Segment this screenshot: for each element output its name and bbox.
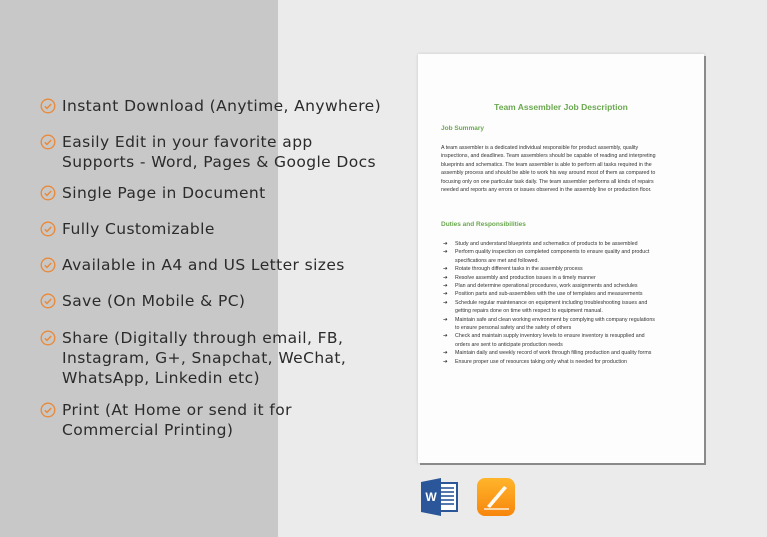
arrow-right-icon: ➔ [443, 283, 448, 290]
feature-item [40, 255, 345, 275]
feature-item [40, 183, 266, 203]
duty-item: ➔ Study and understand blueprints and schematics of products to be assembled [443, 241, 638, 247]
job-summary-heading: Job Summary [441, 125, 484, 132]
arrow-right-icon: ➔ [443, 266, 448, 273]
document-preview [418, 54, 704, 463]
app-icons [419, 478, 515, 516]
feature-item [40, 219, 215, 239]
feature-item [40, 291, 245, 311]
arrow-right-icon: ➔ [443, 358, 448, 365]
job-summary-paragraph: A team assembler is a dedicated individual responsible for product assembly, quality inspections, and deadlines. Team assemblers should be capable of reading and interpreting blueprints and schematics. The team assembler is able to perform all tasks required in the assembly process and should be able to work his way around most of them as compared to focusing only on one particular task daily. The team assembler performs all kinds of repairs needed and reports any errors or issues observed in the assembly line or production floor. [441, 145, 656, 194]
duty-item: ➔ Rotate through different tasks in the assembly process [443, 266, 583, 273]
duty-item: ➔ Schedule regular maintenance on equipment including troubleshooting issues and getting repairs done on time with respect to equipment manual. [443, 299, 648, 315]
duties-list [441, 240, 691, 366]
feature-text: Print (At Home or send it for Commercial Printing) [62, 401, 292, 439]
check-circle-icon [40, 134, 56, 150]
arrow-right-icon: ➔ [443, 291, 448, 298]
check-circle-icon [40, 330, 56, 346]
arrow-right-icon: ➔ [443, 241, 448, 247]
arrow-right-icon: ➔ [443, 299, 448, 306]
duty-item: ➔ Resolve assembly and production issues in a timely manner [443, 274, 596, 281]
feature-text: Single Page in Document [62, 184, 266, 202]
microsoft-word-icon [419, 478, 459, 516]
svg-text:W: W [425, 490, 437, 504]
document-title: Team Assembler Job Description [494, 102, 628, 112]
check-circle-icon [40, 293, 56, 309]
check-circle-icon [40, 185, 56, 201]
arrow-right-icon: ➔ [443, 350, 448, 357]
check-circle-icon [40, 402, 56, 418]
feature-text: Fully Customizable [62, 220, 215, 238]
arrow-right-icon: ➔ [443, 249, 448, 256]
duty-item: ➔ Plan and determine operational procedures, work assignments and schedules [443, 283, 638, 290]
feature-item [40, 400, 292, 440]
feature-text: Share (Digitally through email, FB, Instagram, G+, Snapchat, WeChat, WhatsApp, Linkedin etc) [62, 329, 347, 387]
feature-text: Instant Download (Anytime, Anywhere) [62, 97, 382, 115]
arrow-right-icon: ➔ [443, 316, 448, 323]
check-circle-icon [40, 221, 56, 237]
duty-item: ➔ Ensure proper use of resources taking only what is needed for production [443, 358, 627, 365]
arrow-right-icon: ➔ [443, 274, 448, 281]
duty-item: ➔ Perform quality inspection on completed components to ensure quality and product specifications are met and followed. [443, 249, 650, 264]
duty-item: ➔ Maintain daily and weekly record of work through filling production and quality forms [443, 350, 652, 357]
check-circle-icon [40, 257, 56, 273]
duties-heading: Duties and Responsibilities [441, 221, 526, 228]
duty-item: ➔ Check and maintain supply inventory levels to ensure inventory is resupplied and orders are sent to anticipate production needs [443, 333, 645, 348]
duty-item: ➔ Maintain safe and clean working environment by complying with company regulations to ensure personal safety and the safety of others [443, 316, 655, 332]
feature-text: Available in A4 and US Letter sizes [62, 256, 345, 274]
apple-pages-icon [477, 478, 515, 516]
feature-item [40, 96, 381, 116]
feature-item [40, 132, 376, 172]
feature-text: Save (On Mobile & PC) [62, 292, 246, 310]
feature-item [40, 328, 346, 388]
check-circle-icon [40, 98, 56, 114]
feature-text: Easily Edit in your favorite app Supports - Word, Pages & Google Docs [62, 133, 377, 171]
arrow-right-icon: ➔ [443, 333, 448, 340]
duty-item: ➔ Position parts and sub-assemblies with the use of templates and measurements [443, 291, 643, 298]
